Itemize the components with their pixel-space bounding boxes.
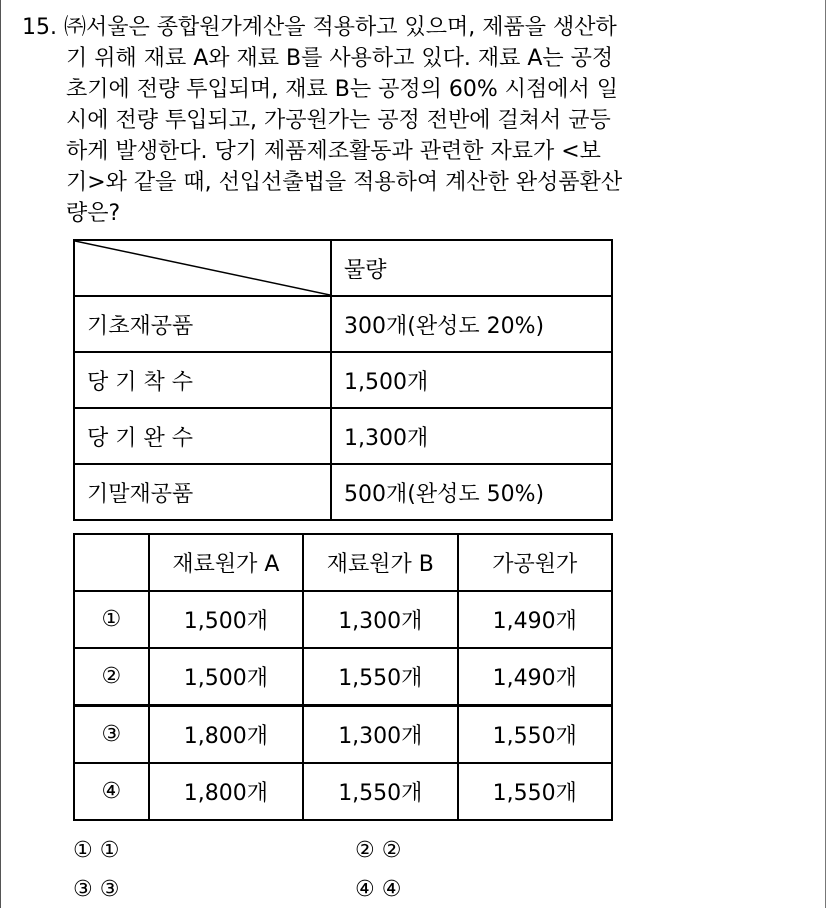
table-row bbox=[74, 464, 612, 520]
row-label: 당 기 착 수 bbox=[74, 352, 331, 408]
option-row bbox=[74, 763, 612, 820]
column-header: 재료원가 B bbox=[303, 534, 457, 591]
page-left-border bbox=[0, 0, 1, 908]
option-cell: 1,800개 bbox=[149, 706, 303, 764]
option-cell: 1,500개 bbox=[149, 591, 303, 648]
option-cell: 1,490개 bbox=[458, 648, 612, 706]
diagonal-line bbox=[75, 241, 330, 295]
question-text bbox=[22, 12, 782, 229]
option-row bbox=[74, 591, 612, 648]
answer-choice-2[interactable]: ② ② bbox=[355, 838, 402, 863]
option-cell: 1,500개 bbox=[149, 648, 303, 706]
answer-choice-3[interactable]: ③ ③ bbox=[73, 877, 120, 902]
row-value: 300개(완성도 20%) bbox=[331, 296, 612, 352]
options-table bbox=[73, 533, 613, 821]
question-line: 15. ㈜서울은 종합원가계산을 적용하고 있으며, 제품을 생산하 bbox=[22, 15, 617, 40]
row-value: 500개(완성도 50%) bbox=[331, 464, 612, 520]
option-cell: 1,300개 bbox=[303, 591, 457, 648]
table-row bbox=[74, 352, 612, 408]
option-number: ① bbox=[74, 591, 149, 648]
quantity-data-table bbox=[73, 239, 613, 521]
question-line: 하게 발생한다. 당기 제품제조활동과 관련한 자료가 <보 bbox=[66, 139, 601, 164]
answer-choice-1[interactable]: ① ① bbox=[73, 838, 120, 863]
answer-choice-4[interactable]: ④ ④ bbox=[355, 877, 402, 902]
row-label: 기말재공품 bbox=[74, 464, 331, 520]
quantity-header: 물량 bbox=[331, 240, 612, 296]
option-cell: 1,800개 bbox=[149, 763, 303, 820]
option-cell: 1,550개 bbox=[458, 706, 612, 764]
row-value: 1,300개 bbox=[331, 408, 612, 464]
option-row bbox=[74, 648, 612, 706]
question-line: 량은? bbox=[66, 201, 121, 226]
row-label: 기초재공품 bbox=[74, 296, 331, 352]
column-header bbox=[74, 534, 149, 591]
option-cell: 1,490개 bbox=[458, 591, 612, 648]
row-label: 당 기 완 수 bbox=[74, 408, 331, 464]
options-header-row bbox=[74, 534, 612, 591]
question-line: 기 위해 재료 A와 재료 B를 사용하고 있다. 재료 A는 공정 bbox=[66, 46, 614, 71]
option-cell: 1,300개 bbox=[303, 706, 457, 764]
option-number: ③ bbox=[74, 706, 149, 764]
question-line: 기>와 같을 때, 선입선출법을 적용하여 계산한 완성품환산 bbox=[66, 170, 623, 195]
option-number: ② bbox=[74, 648, 149, 706]
option-number: ④ bbox=[74, 763, 149, 820]
table-header-row bbox=[74, 240, 612, 296]
option-row bbox=[74, 706, 612, 764]
column-header: 가공원가 bbox=[458, 534, 612, 591]
option-cell: 1,550개 bbox=[458, 763, 612, 820]
question-line: 시에 전량 투입되고, 가공원가는 공정 전반에 걸쳐서 균등 bbox=[66, 108, 611, 133]
table-row bbox=[74, 408, 612, 464]
question-line: 초기에 전량 투입되며, 재료 B는 공정의 60% 시점에서 일 bbox=[66, 77, 618, 102]
column-header: 재료원가 A bbox=[149, 534, 303, 591]
option-cell: 1,550개 bbox=[303, 648, 457, 706]
table-row bbox=[74, 296, 612, 352]
row-value: 1,500개 bbox=[331, 352, 612, 408]
diagonal-header-cell bbox=[74, 240, 331, 296]
option-cell: 1,550개 bbox=[303, 763, 457, 820]
